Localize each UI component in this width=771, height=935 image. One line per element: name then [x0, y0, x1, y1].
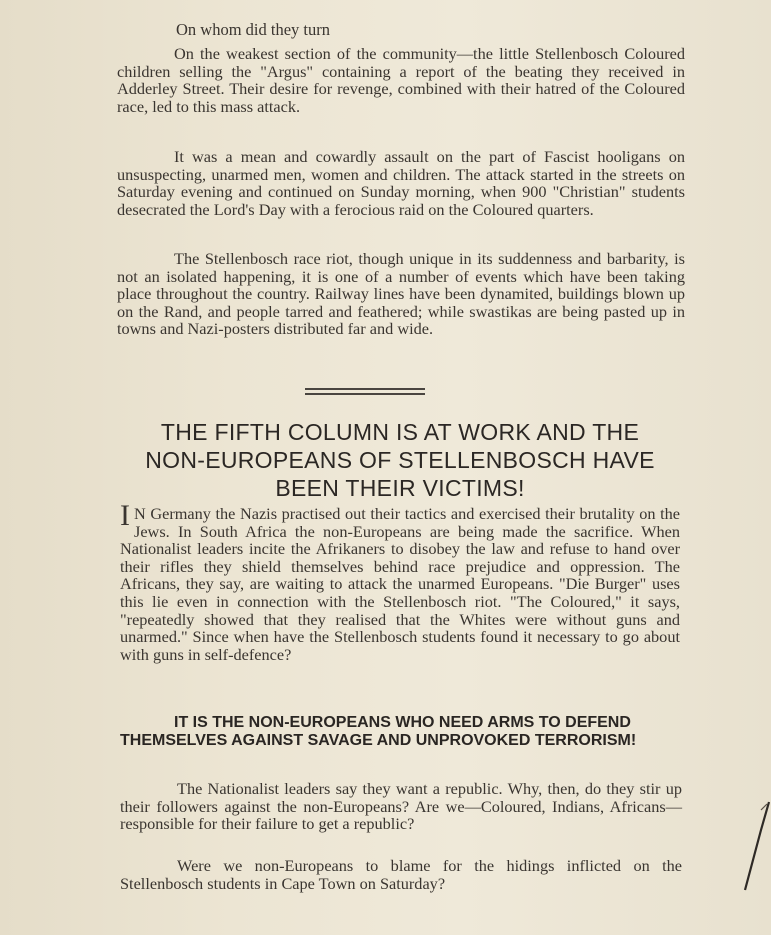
pen-mark-icon: [731, 800, 771, 900]
headline: [100, 418, 700, 502]
body-text: N Germany the Nazis practised out their tactics and exercised their brutality on the Jews. In South Africa the non-Europeans are being made the sacrifice. When Nationalist leaders incite the Afrikaners to disobey the law and refuse to hand over their rifles they shield themselves behind race prejudice and oppression. The Africans, they say, are waiting to attack the unarmed Europeans. "Die Burger" uses this lie even in connection with the Stellenbosch riot. "The Coloured," it says, "repeatedly showed that they realised that the Whites were without guns and unarmed." Since when have the Stellenbosch students found it necessary to go about with guns in self-defence?: [120, 504, 680, 664]
closing-paragraph-2: Were we non-Europeans to blame for the hidings inflicted on the Stellenbosch students in Cape Town on Saturday?: [120, 856, 682, 893]
closing-paragraph-1: The Nationalist leaders say they want a republic. Why, then, do they stir up their followers against the non-Europeans? Are we—Coloured, Indians, Africans—responsible for their failure to get a republic?: [120, 779, 682, 833]
body-paragraph: [120, 499, 680, 664]
divider-rule-bottom: [305, 393, 425, 395]
divider-rule-top: [305, 388, 425, 390]
headline-line-1: THE FIFTH COLUMN IS AT WORK AND THE: [160, 419, 640, 445]
question-heading: On whom did they turn: [176, 20, 330, 39]
paragraph-2: It was a mean and cowardly assault on the part of Fascist hooligans on unsuspecting, unarmed men, women and children. The attack started in the streets on Saturday evening and continued on Sunday morning, when 900 "Christian" students desecrated the Lord's Day with a ferocious raid on the Coloured quarters.: [117, 147, 685, 219]
headline-line-3: BEEN THEIR VICTIMS!: [275, 475, 525, 501]
headline-line-2: NON-EUROPEANS OF STELLENBOSCH HAVE: [145, 447, 655, 473]
bold-subheading: IT IS THE NON-EUROPEANS WHO NEED ARMS TO DEFEND THEMSELVES AGAINST SAVAGE AND UNPROVOKED TERRORISM!: [120, 714, 637, 749]
paragraph-1: On the weakest section of the community—the little Stellenbosch Coloured children selling the "Argus" containing a report of the beating they received in Adderley Street. Their desire for revenge, combined with their hatred of the Coloured race, led to this mass attack.: [117, 44, 685, 116]
drop-cap: I: [120, 499, 130, 532]
paragraph-3: The Stellenbosch race riot, though unique in its suddenness and barbarity, is not an isolated happening, it is one of a number of events which have been taking place throughout the country. Railway lines have been dynamited, buildings blown up on the Rand, and people tarred and feathered; while swastikas are being pasted up in towns and Nazi-posters distributed far and wide.: [117, 249, 685, 338]
